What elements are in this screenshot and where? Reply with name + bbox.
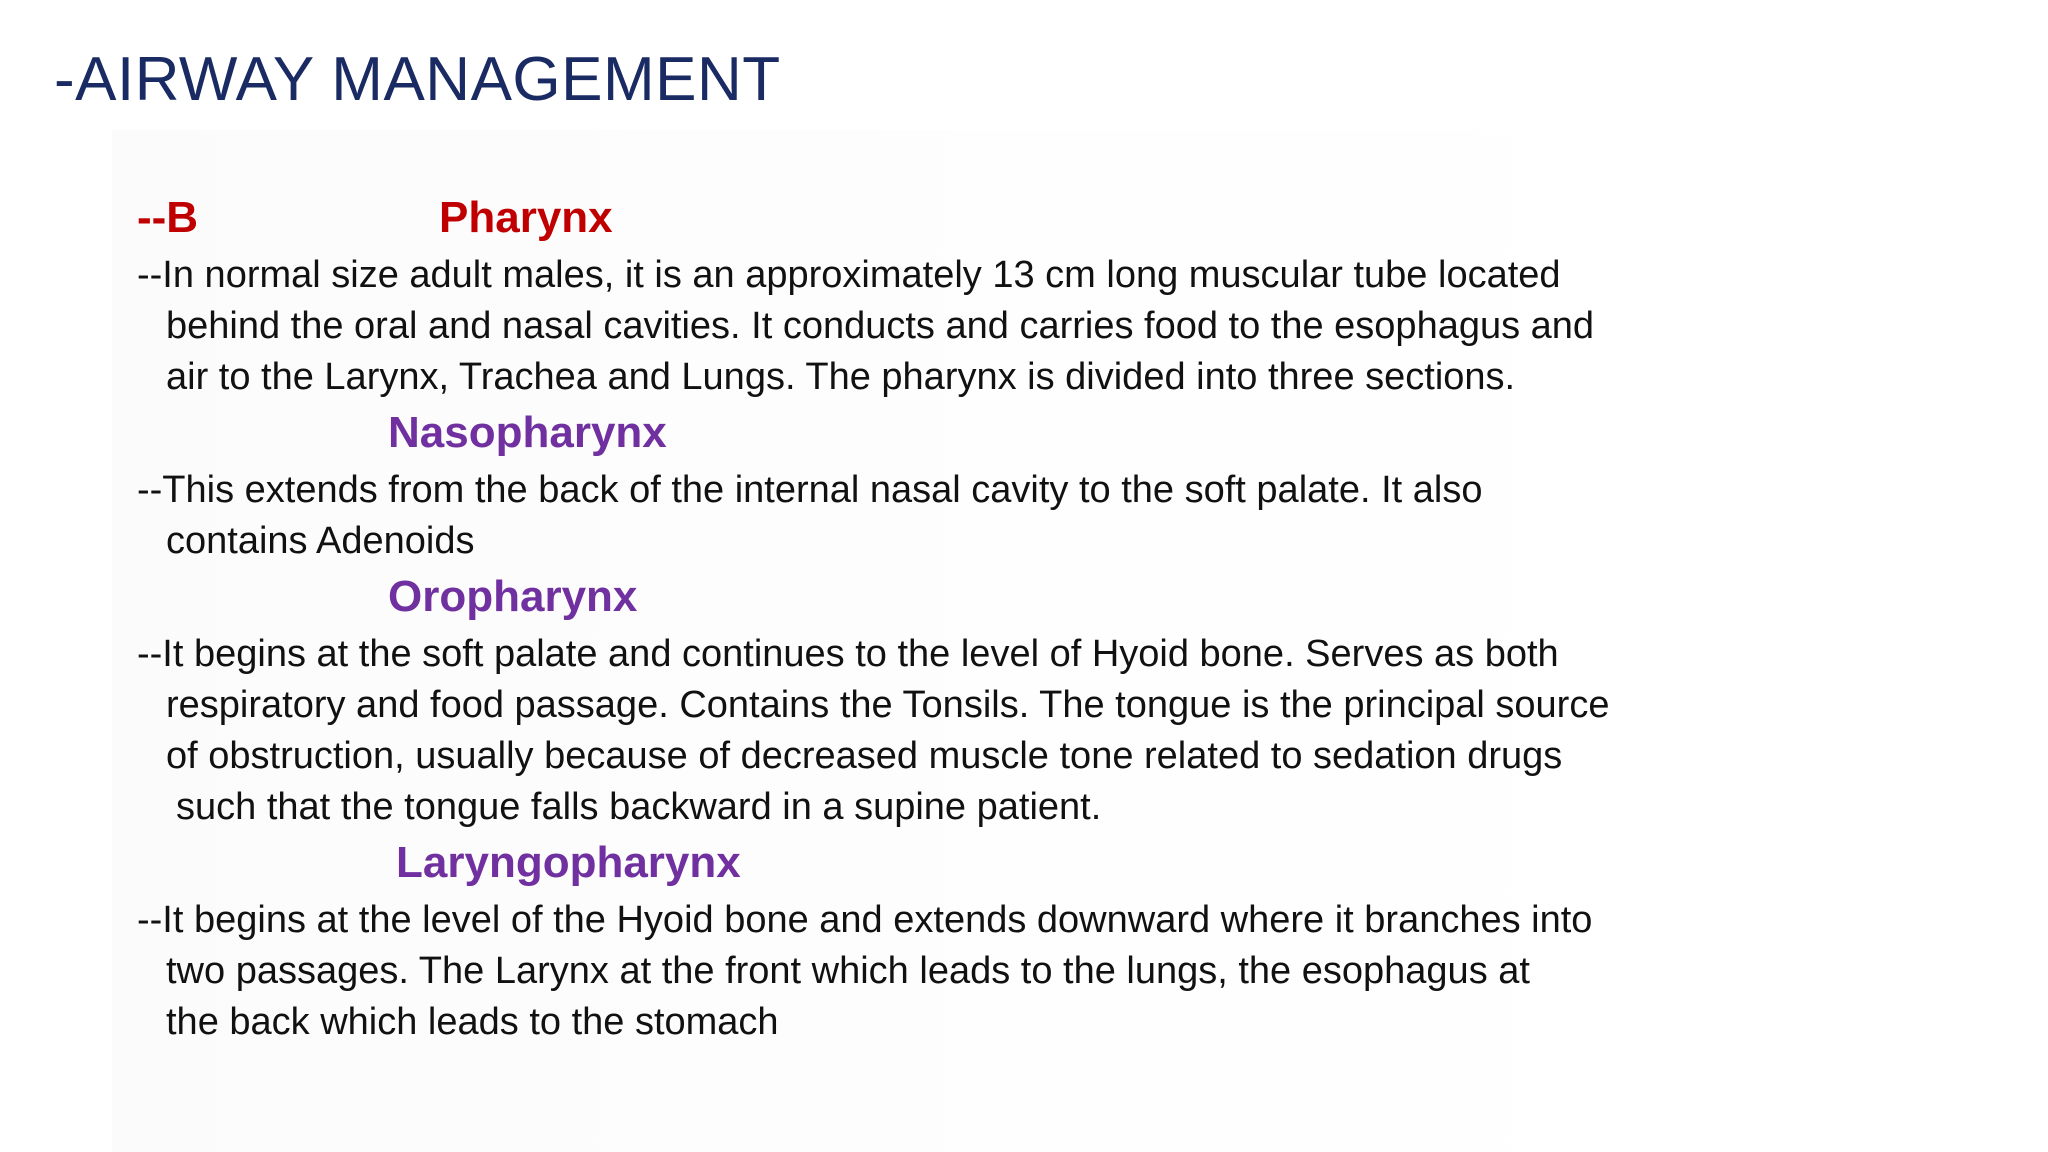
oropharynx-heading: Oropharynx — [388, 572, 638, 621]
laryngopharynx-line-1: --It begins at the level of the Hyoid bone and extends downward where it branches into — [137, 899, 1593, 941]
nasopharynx-heading: Nasopharynx — [388, 408, 667, 457]
slide-title: -AIRWAY MANAGEMENT — [54, 45, 781, 114]
oropharynx-line-1: --It begins at the soft palate and continues to the level of Hyoid bone. Serves as both — [137, 633, 1559, 675]
oropharynx-line-4: such that the tongue falls backward in a supine patient. — [176, 786, 1102, 828]
laryngopharynx-heading: Laryngopharynx — [396, 838, 741, 887]
pharynx-line-3: air to the Larynx, Trachea and Lungs. The pharynx is divided into three sections. — [166, 356, 1516, 398]
oropharynx-line-3: of obstruction, usually because of decreased muscle tone related to sedation drugs — [166, 735, 1563, 777]
laryngopharynx-line-3: the back which leads to the stomach — [166, 1001, 779, 1043]
nasopharynx-line-1: --This extends from the back of the internal nasal cavity to the soft palate. It also — [137, 469, 1483, 511]
laryngopharynx-line-2: two passages. The Larynx at the front which leads to the lungs, the esophagus at — [166, 950, 1530, 992]
pharynx-line-1: --In normal size adult males, it is an approximately 13 cm long muscular tube located — [137, 254, 1561, 296]
pharynx-line-2: behind the oral and nasal cavities. It conducts and carries food to the esophagus and — [166, 305, 1595, 347]
pharynx-heading: Pharynx — [439, 193, 613, 242]
oropharynx-line-2: respiratory and food passage. Contains the Tonsils. The tongue is the principal source — [166, 684, 1610, 726]
nasopharynx-line-2: contains Adenoids — [166, 520, 475, 562]
section-label: --B — [137, 193, 199, 242]
